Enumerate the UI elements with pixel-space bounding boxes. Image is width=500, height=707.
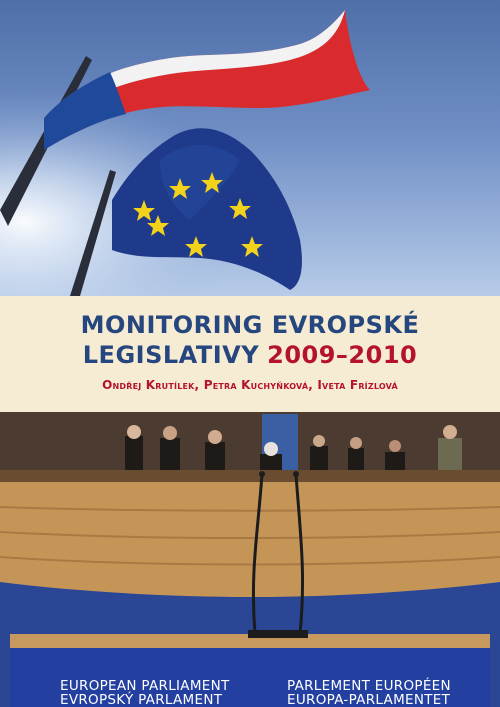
title-band: [0, 296, 500, 412]
podium-sign: [10, 640, 490, 707]
title-line-2-text: LEGISLATIVY: [82, 341, 260, 369]
podium-label-cs: EVROPSKÝ PARLAMENT: [60, 692, 223, 707]
flags-illustration: [0, 0, 500, 296]
podium-label-en: EUROPEAN PARLIAMENT: [60, 678, 230, 694]
authors: Ondřej Krutílek, Petra Kuchyňková, Iveta Frízlová: [102, 378, 398, 392]
mic-head-left: [259, 471, 265, 477]
mic-base: [248, 630, 308, 638]
title-years: 2009–2010: [267, 341, 418, 369]
desk-top: [0, 470, 500, 482]
podium-label-fr: PARLEMENT EUROPÉEN: [287, 678, 451, 694]
podium-label-da: EUROPA-PARLAMENTET: [287, 692, 451, 707]
title-line-1: MONITORING EVROPSKÉ: [80, 311, 420, 339]
parliament-photo: [0, 412, 500, 707]
mic-head-right: [293, 471, 299, 477]
flags-photo: [0, 0, 500, 296]
title-line-2: [0, 340, 500, 370]
wooden-desk: [0, 482, 500, 597]
